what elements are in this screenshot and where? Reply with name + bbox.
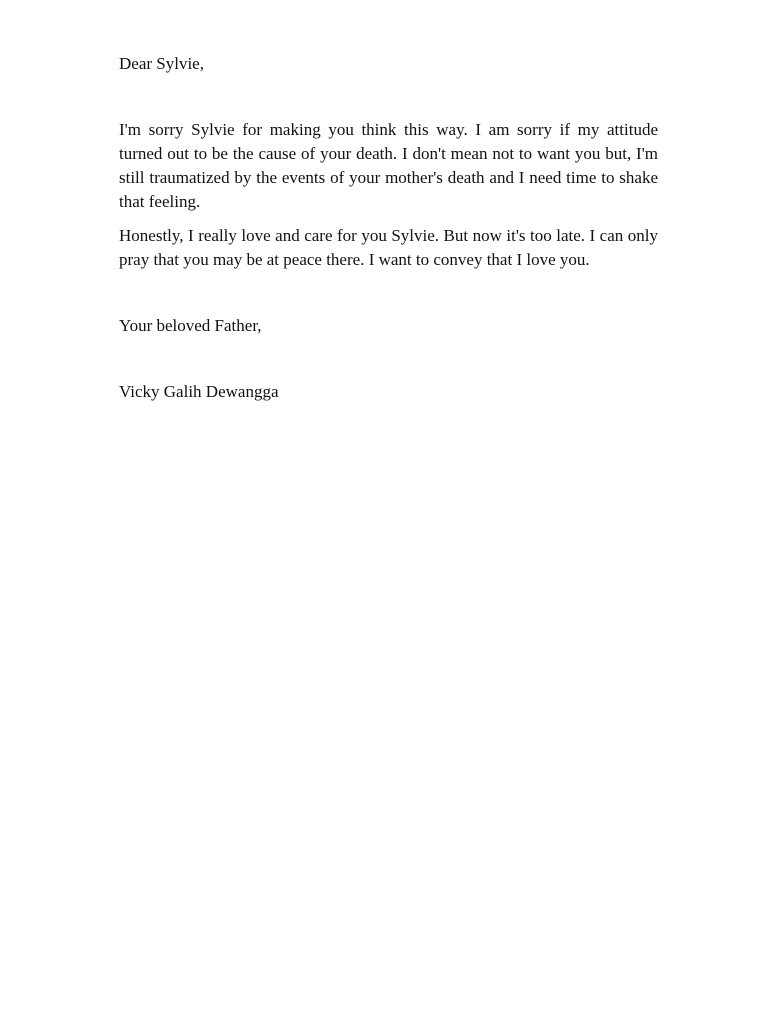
salutation: Dear Sylvie, bbox=[119, 54, 204, 73]
signature-name: Vicky Galih Dewangga bbox=[119, 382, 279, 401]
paragraph-love: Honestly, I really love and care for you Sylvie. But now it's too late. I can only pray that you may be at peace there. I want to convey that I love you. bbox=[119, 226, 658, 269]
letter-body bbox=[119, 52, 658, 404]
closing-line: Your beloved Father, bbox=[119, 316, 262, 335]
paragraph-apology: I'm sorry Sylvie for making you think this way. I am sorry if my attitude turned out to be the cause of your death. I don't mean not to want you but, I'm still traumatized by the events of your mother's death and I need time to shake that feeling. bbox=[119, 120, 658, 211]
